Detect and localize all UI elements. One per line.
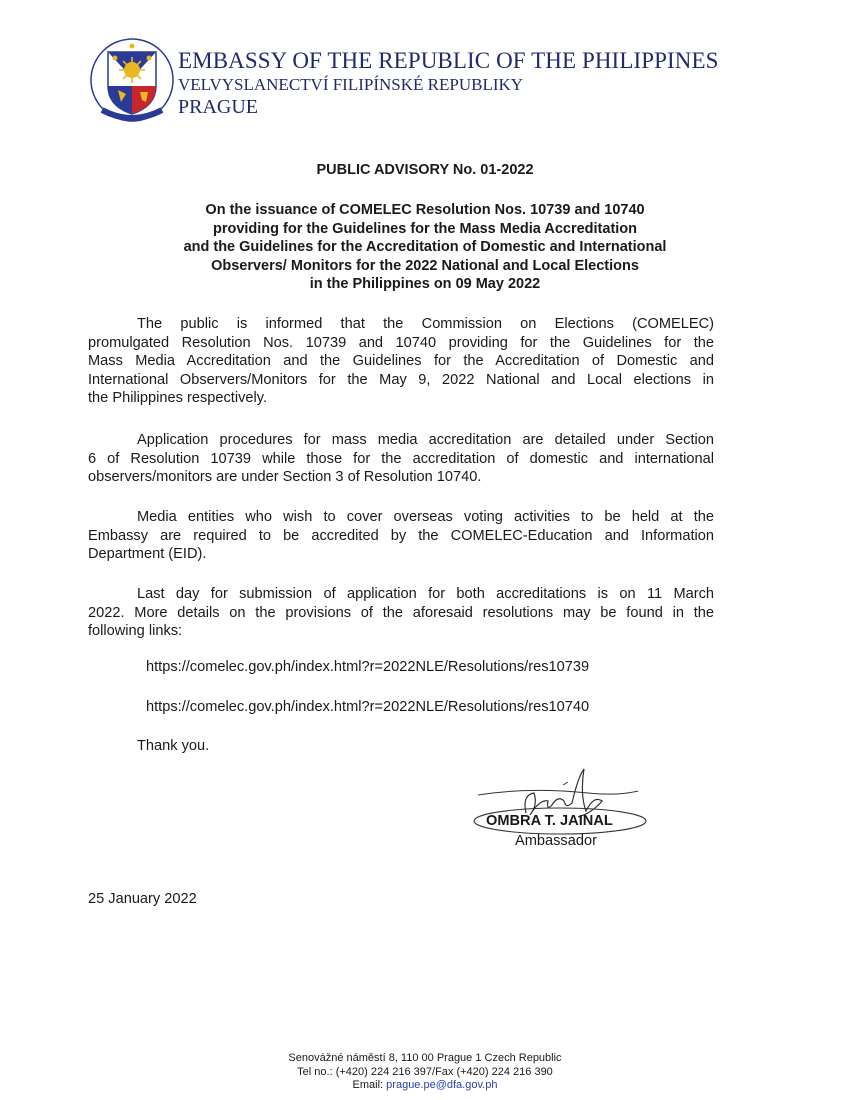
paragraph-line: Application procedures for mass media accreditation are detailed under Section <box>137 432 714 448</box>
footer <box>0 1052 850 1093</box>
paragraph-media-entities <box>88 508 714 564</box>
paragraph-line: the Philippines respectively. <box>88 390 268 406</box>
footer-email-row <box>0 1079 850 1093</box>
subject-line: Observers/ Monitors for the 2022 National and Local Elections <box>211 257 639 274</box>
subject-line: in the Philippines on 09 May 2022 <box>309 276 541 292</box>
advisory-title: PUBLIC ADVISORY No. 01-2022 <box>316 162 534 178</box>
paragraph-application-procedures <box>88 431 714 487</box>
paragraph-line: 6 of Resolution 10739 while those for the accreditation of domestic and international <box>88 450 714 467</box>
footer-email-label: Email: <box>352 1079 387 1091</box>
closing-text: Thank you. <box>137 738 210 754</box>
subject-line: On the issuance of COMELEC Resolution Nos. 10739 and 10740 <box>205 202 645 218</box>
embassy-city: PRAGUE <box>178 96 259 118</box>
paragraph-line: Last day for submission of application for both accreditations is on 11 March <box>137 586 714 602</box>
resolution-10740-link[interactable]: https://comelec.gov.ph/index.html?r=2022NLE/Resolutions/res10740 <box>146 699 590 715</box>
paragraph-line: Embassy are required to be accredited by the COMELEC-Education and Information <box>88 527 714 544</box>
paragraph-line: Mass Media Accreditation and the Guidelines for the Accreditation of Domestic and <box>88 353 714 369</box>
paragraph-line: 2022. More details on the provisions of the aforesaid resolutions may be found in the <box>88 604 714 621</box>
footer-address: Senovážné náměstí 8, 110 00 Prague 1 Czech Republic <box>288 1052 562 1064</box>
paragraph-deadline <box>88 585 714 641</box>
paragraph-line: Media entities who wish to cover overseas voting activities to be held at the <box>137 509 714 525</box>
embassy-name-czech: VELVYSLANECTVÍ FILIPÍNSKÉ REPUBLIKY <box>178 75 524 94</box>
advisory-date: 25 January 2022 <box>88 891 197 907</box>
paragraph-line: Department (EID). <box>88 546 207 562</box>
footer-phone: Tel no.: (+420) 224 216 397/Fax (+420) 224 216 390 <box>297 1065 553 1078</box>
letterhead <box>88 34 788 134</box>
footer-email-link[interactable]: prague.pe@dfa.gov.ph <box>386 1079 498 1091</box>
embassy-name: EMBASSY OF THE REPUBLIC OF THE PHILIPPINES <box>178 48 719 73</box>
paragraph-comelec-resolutions <box>88 315 714 408</box>
subject-line: and the Guidelines for the Accreditation of Domestic and International <box>183 239 667 255</box>
paragraph-line: observers/monitors are under Section 3 of Resolution 10740. <box>88 469 482 485</box>
paragraph-line: The public is informed that the Commission on Elections (COMELEC) <box>137 316 714 332</box>
paragraph-line: promulgated Resolution Nos. 10739 and 10740 providing for the Guidelines for the <box>88 334 714 351</box>
letterhead-text <box>178 48 719 119</box>
subject-line: providing for the Guidelines for the Mass Media Accreditation <box>212 220 638 237</box>
paragraph-line: following links: <box>88 623 183 639</box>
advisory-subject <box>100 201 750 294</box>
resolution-10739-link[interactable]: https://comelec.gov.ph/index.html?r=2022NLE/Resolutions/res10739 <box>146 659 590 675</box>
philippine-seal-icon <box>88 34 176 126</box>
paragraph-line: International Observers/Monitors for the May 9, 2022 National and Local elections in <box>88 371 714 388</box>
signatory-title: Ambassador <box>515 833 597 849</box>
signatory-name: OMBRA T. JAINAL <box>486 813 613 829</box>
